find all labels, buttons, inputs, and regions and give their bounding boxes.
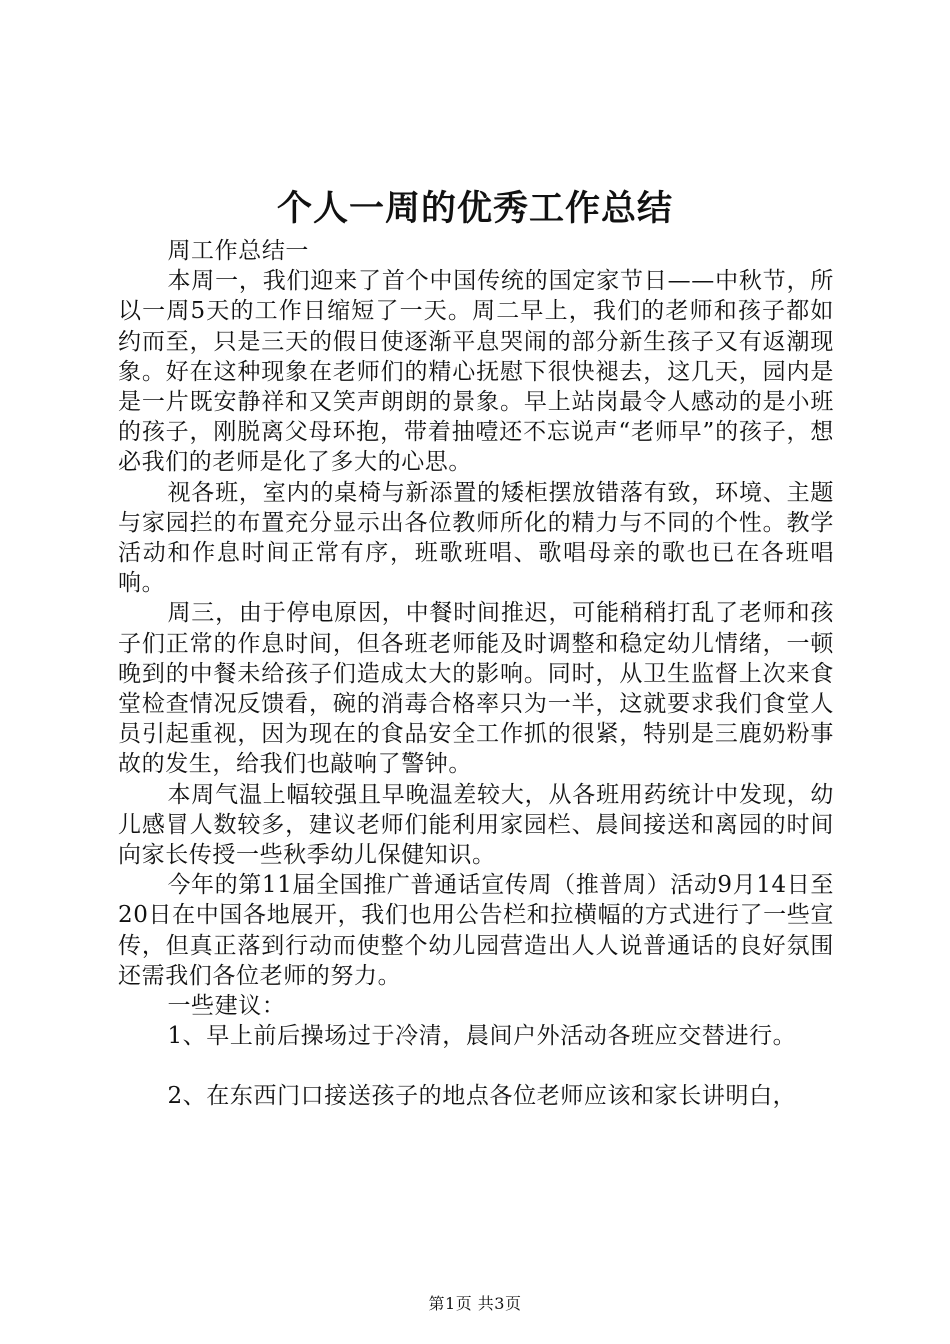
page-footer: 第1页 共3页 — [428, 1294, 522, 1313]
section-heading: 周工作总结一 — [167, 238, 310, 264]
paragraph: 今年的第11届全国推广普通话宣传周（推普周）活动9月14日至20日在中国各地展开，我们也用公告栏和拉横幅的方式进行了一些宣传，但真正落到行动而使整个幼儿园营造出人人说普通话的良好氛围还需我们各位老师的努力。 — [118, 872, 834, 989]
suggestion-item: 1、早上前后操场过于冷清，晨间户外活动各班应交替进行。 — [167, 1023, 797, 1050]
paragraph: 周三，由于停电原因，中餐时间推迟，可能稍稍打乱了老师和孩子们正常的作息时间，但各班老师能及时调整和稳定幼儿情绪，一顿晚到的中餐未给孩子们造成太大的影响。同时，从卫生监督上次来食堂检查情况反馈看，碗的消毒合格率只为一半，这就要求我们食堂人员引起重视，因为现在的食品安全工作抓的很紧，特别是三鹿奶粉事故的发生，给我们也敲响了警钟。 — [118, 600, 834, 778]
paragraph: 视各班，室内的桌椅与新添置的矮柜摆放错落有致，环境、主题与家园拦的布置充分显示出各位教师所化的精力与不同的个性。教学活动和作息时间正常有序，班歌班唱、歌唱母亲的歌也已在各班唱响。 — [118, 479, 834, 597]
document-title: 个人一周的优秀工作总结 — [276, 188, 673, 229]
paragraph: 本周一，我们迎来了首个中国传统的国定家节日——中秋节，所以一周5天的工作日缩短了一天。周二早上，我们的老师和孩子都如约而至，只是三天的假日使逐渐平息哭闹的部分新生孩子又有返潮现象。好在这种现象在老师们的精心抚慰下很快褪去，这几天，园内是是一片既安静祥和又笑声朗朗的景象。早上站岗最令人感动的是小班的孩子，刚脱离父母环抱，带着抽噎还不忘说声“老师早”的孩子，想必我们的老师是化了多大的心思。 — [118, 268, 834, 476]
suggestion-item: 2、在东西门口接送孩子的地点各位老师应该和家长讲明白， — [167, 1083, 797, 1110]
paragraph: 本周气温上幅较强且早晚温差较大，从各班用药统计中发现，幼儿感冒人数较多，建议老师们能利用家园栏、晨间接送和离园的时间向家长传授一些秋季幼儿保健知识。 — [118, 781, 834, 869]
suggestions-heading: 一些建议： — [167, 993, 286, 1020]
document-body — [118, 236, 834, 1112]
